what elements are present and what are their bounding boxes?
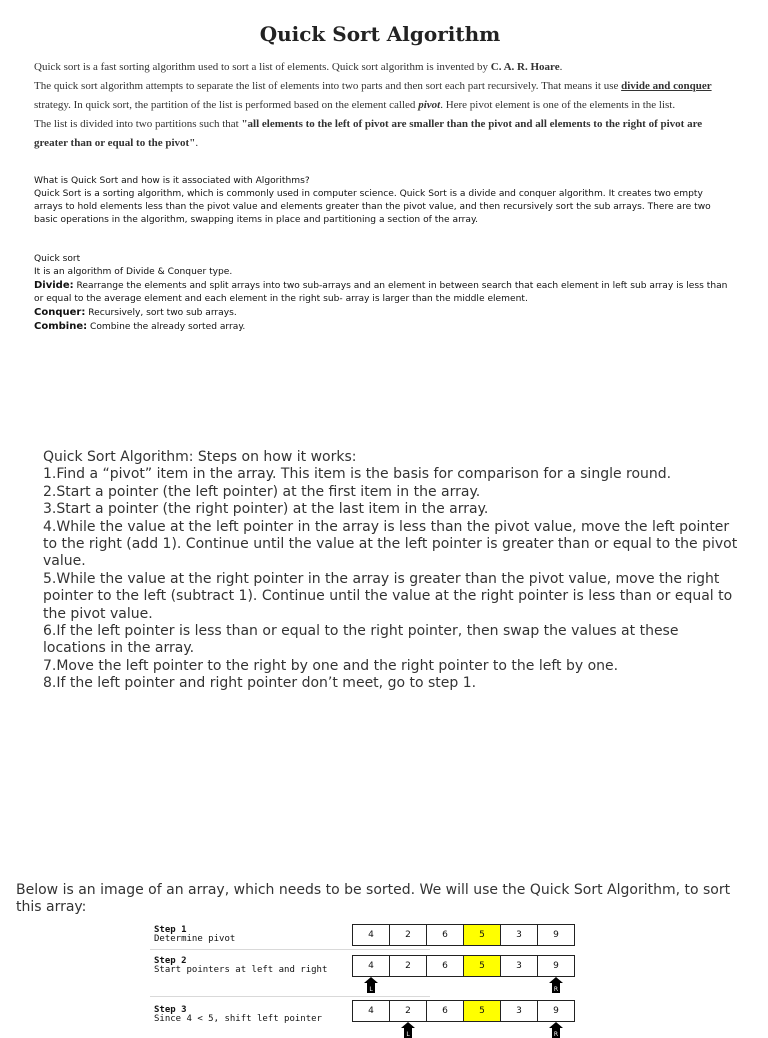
array-cell: 4 bbox=[352, 1000, 390, 1022]
algorithm-steps-section bbox=[43, 449, 743, 693]
divide-text: Rearrange the elements and split arrays into two sub-arrays and an element in between search that each element in left sub array is less than or equal to the average element and each element in the right sub- array is larger than the middle element. bbox=[34, 281, 728, 304]
diagram-step-number: Step 1 bbox=[154, 925, 187, 935]
array-cell: 2 bbox=[389, 1000, 427, 1022]
association-answer: Quick Sort is a sorting algorithm, which is commonly used in computer science. Quick Sort is a divide and conquer algorithm. It creates two empty arrays to hold elements less than the pivot value and elements greater than the pivot value, and then recursively sort the sub arrays. There are two basic operations in the algorithm, swapping items in place and partitioning a section of the array. bbox=[34, 189, 711, 225]
array-cell: 9 bbox=[537, 1000, 575, 1022]
diagram-step-description: Determine pivot bbox=[154, 934, 236, 944]
diagram-step-number: Step 3 bbox=[154, 1005, 187, 1015]
association-question: What is Quick Sort and how is it associated with Algorithms? bbox=[34, 176, 310, 186]
step-item: 6.If the left pointer is less than or equal to the right pointer, then swap the values at these locations in the array. bbox=[43, 623, 679, 657]
array-cell: 3 bbox=[500, 1000, 538, 1022]
step-item: 3.Start a pointer (the right pointer) at the last item in the array. bbox=[43, 501, 489, 518]
combine-label: Combine: bbox=[34, 321, 88, 332]
quicksort-summary-section bbox=[34, 253, 734, 334]
step-item: 4.While the value at the left pointer in the array is less than the pivot value, move the left pointer to the right (add 1). Continue until the value at the left pointer is greater than or equal to the pivot value. bbox=[43, 518, 738, 570]
intro-text: Quick sort is a fast sorting algorithm used to sort a list of elements. Quick sort algorithm is invented by bbox=[34, 61, 491, 73]
array-cell: 6 bbox=[426, 955, 464, 977]
diagram-step-description: Since 4 < 5, shift left pointer bbox=[154, 1014, 322, 1024]
conquer-line bbox=[34, 306, 734, 320]
conquer-text: Recursively, sort two sub arrays. bbox=[85, 308, 237, 318]
pivot-term: pivot bbox=[418, 99, 441, 111]
quicksort-diagram bbox=[150, 920, 590, 1038]
intro-text: strategy. In quick sort, the partition of the list is performed based on the element called bbox=[34, 99, 419, 111]
svg-text:R: R bbox=[553, 986, 559, 993]
intro-text: . Here pivot element is one of the elements in the list. bbox=[440, 99, 676, 111]
combine-line bbox=[34, 320, 734, 334]
diagram-divider bbox=[150, 996, 430, 997]
array-cell-pivot: 5 bbox=[463, 955, 501, 977]
diagram-step-label bbox=[154, 1006, 322, 1024]
step-item: 5.While the value at the right pointer in the array is greater than the pivot value, move the right pointer to the left (subtract 1). Continue until the value at the right pointer is less than or equal to the pivot value. bbox=[43, 570, 733, 622]
quicksort-type: It is an algorithm of Divide & Conquer type. bbox=[34, 267, 233, 277]
diagram-array bbox=[353, 1000, 575, 1022]
right-pointer-icon bbox=[549, 977, 563, 993]
array-cell: 9 bbox=[537, 955, 575, 977]
step-item: 2.Start a pointer (the left pointer) at the first item in the array. bbox=[43, 483, 481, 500]
step-item: 8.If the left pointer and right pointer don’t meet, go to step 1. bbox=[43, 675, 477, 692]
array-cell: 2 bbox=[389, 955, 427, 977]
array-cell: 9 bbox=[537, 924, 575, 946]
quicksort-heading: Quick sort bbox=[34, 254, 81, 264]
diagram-divider bbox=[150, 949, 430, 950]
step-item: 7.Move the left pointer to the right by one and the right pointer to the left by one. bbox=[43, 657, 619, 674]
diagram-array bbox=[353, 955, 575, 977]
diagram-step-label bbox=[154, 957, 327, 975]
combine-text: Combine the already sorted array. bbox=[87, 322, 246, 332]
intro-text: . bbox=[195, 137, 199, 149]
divide-label: Divide: bbox=[34, 280, 74, 291]
array-cell: 6 bbox=[426, 924, 464, 946]
partition-rule: "all elements to the left of pivot are smaller than the pivot and all elements to the right of pivot are greater than or equal to the pivot" bbox=[34, 118, 703, 149]
array-cell: 2 bbox=[389, 924, 427, 946]
inventor-name: C. A. R. Hoare bbox=[490, 61, 560, 73]
svg-text:R: R bbox=[553, 1031, 559, 1038]
diagram-step-number: Step 2 bbox=[154, 956, 187, 966]
array-cell: 3 bbox=[500, 924, 538, 946]
intro-text: The list is divided into two partitions such that bbox=[34, 118, 242, 130]
intro-paragraph-3 bbox=[34, 115, 724, 153]
left-pointer-icon bbox=[401, 1022, 415, 1038]
array-cell: 4 bbox=[352, 924, 390, 946]
diagram-step-description: Start pointers at left and right bbox=[154, 965, 328, 975]
intro-text: The quick sort algorithm attempts to separate the list of elements into two parts and then sort each part recursively. That means it use bbox=[34, 80, 622, 92]
page-title: Quick Sort Algorithm bbox=[259, 22, 501, 46]
association-section bbox=[34, 175, 734, 227]
diagram-array bbox=[353, 924, 575, 946]
divide-line bbox=[34, 279, 734, 306]
right-pointer-icon bbox=[549, 1022, 563, 1038]
array-cell-pivot: 5 bbox=[463, 1000, 501, 1022]
divide-and-conquer-link: divide and conquer bbox=[621, 80, 712, 92]
array-cell: 6 bbox=[426, 1000, 464, 1022]
conquer-label: Conquer: bbox=[34, 307, 86, 318]
intro-text: . bbox=[559, 61, 563, 73]
array-cell: 3 bbox=[500, 955, 538, 977]
step-item: 1.Find a “pivot” item in the array. This item is the basis for comparison for a single round. bbox=[43, 466, 672, 483]
left-pointer-icon bbox=[364, 977, 378, 993]
svg-text:L: L bbox=[369, 986, 373, 993]
intro-paragraph-2 bbox=[34, 77, 724, 115]
steps-heading: Quick Sort Algorithm: Steps on how it works: bbox=[43, 449, 357, 465]
intro-paragraph-1 bbox=[34, 58, 724, 77]
array-cell-pivot: 5 bbox=[463, 924, 501, 946]
array-cell: 4 bbox=[352, 955, 390, 977]
intro-section bbox=[34, 58, 724, 153]
diagram-step-label bbox=[154, 926, 235, 944]
svg-text:L: L bbox=[406, 1031, 410, 1038]
array-intro-text: Below is an image of an array, which needs to be sorted. We will use the Quick Sort Algorithm, to sort this array: bbox=[16, 882, 731, 915]
